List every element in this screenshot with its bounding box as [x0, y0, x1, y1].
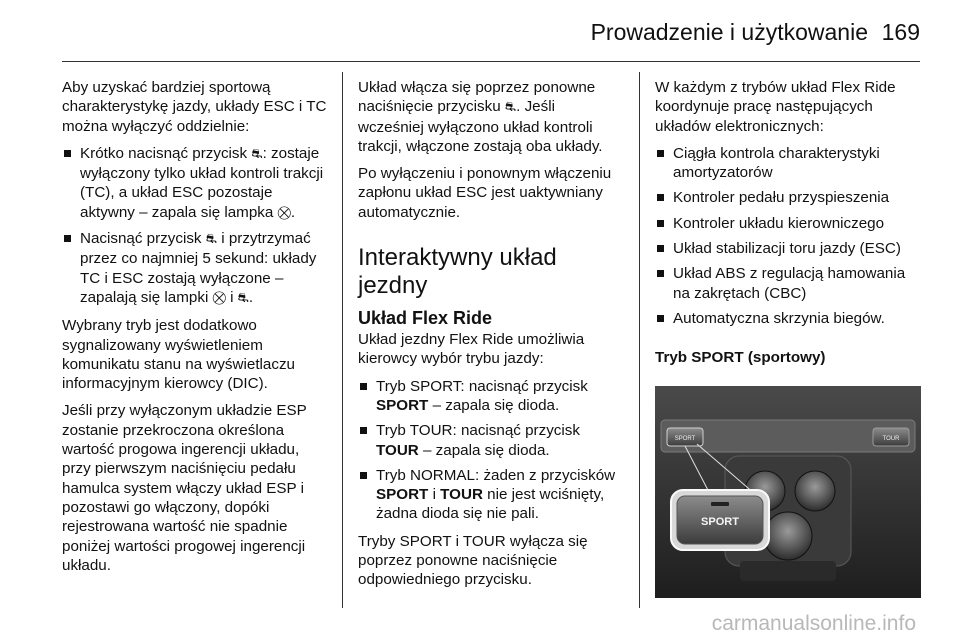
list-item: Tryb NORMAL: żaden z przycisków SPORT i TOUR nie jest wciśnięty, żadna dioda się nie pali. [358, 466, 624, 524]
column-divider-2 [639, 72, 640, 608]
sport-mode-heading: Tryb SPORT (sportowy) [655, 349, 826, 367]
list-item: Tryb SPORT: nacisnąć przycisk SPORT – zapala się dioda. [358, 377, 624, 416]
bullet-square-icon [360, 472, 367, 479]
bullet-square-icon [657, 270, 664, 277]
tc-off-lamp-icon: ⛒ [277, 205, 291, 221]
page-number: 169 [881, 19, 920, 45]
watermark: carmanualsonline.info [711, 612, 916, 635]
list-item: Ciągła kontrola charakterystyki amortyzatorów [655, 144, 921, 183]
button-instructions-list [62, 144, 328, 308]
sport-button-zoomed: SPORT [701, 515, 739, 528]
bullet-square-icon [657, 194, 664, 201]
systems-intro: W każdym z trybów układ Flex Ride koordynuje pracę następujących układów elektronicznych: [655, 79, 896, 135]
bullet-square-icon [657, 315, 664, 322]
systems-list [655, 144, 921, 328]
column-3 [655, 78, 921, 598]
intro-paragraph: Aby uzyskać bardziej sportową charakterystykę jazdy, układy ESC i TC można wyłączyć oddzielnie: [62, 79, 327, 135]
mode-list [358, 377, 624, 524]
list-item: Układ ABS z regulacją hamowania na zakrętach (CBC) [655, 264, 921, 303]
bullet-square-icon [657, 220, 664, 227]
bullet-square-icon [657, 245, 664, 252]
esc-off-lamp-icon: ⛐ [237, 290, 249, 306]
tour-button-small: TOUR [882, 435, 900, 442]
list-item: Nacisnąć przycisk ⛐ i przytrzymać przez co najmniej 5 sekund: układy TC i ESC zostają wyłączone – zapalają się lampki ⛒ i ⛐. [62, 229, 328, 308]
traction-control-icon: ⛐ [251, 146, 263, 162]
dic-paragraph: Wybrany tryb jest dodatkowo sygnalizowany wyświetleniem komunikatu stanu na wyświetlaczu informacyjnym kierowcy (DIC). [62, 317, 295, 393]
bullet-square-icon [360, 427, 367, 434]
list-item: Automatyczna skrzynia biegów. [655, 309, 921, 328]
ignition-paragraph: Po wyłączeniu i ponownym włączeniu zapłonu układ ESC jest uaktywniany automatycznie. [358, 165, 612, 221]
list-item: Układ stabilizacji toru jazdy (ESC) [655, 239, 921, 258]
list-item: Tryb TOUR: nacisnąć przycisk TOUR – zapala się dioda. [358, 421, 624, 460]
header-title: Prowadzenie i użytkowanie [590, 19, 868, 45]
bullet-square-icon [360, 383, 367, 390]
section-heading: Interaktywny układ jezdny [358, 244, 557, 300]
bullet-square-icon [657, 150, 664, 157]
subsection-heading: Układ Flex Ride [358, 308, 493, 329]
bullet-square-icon [64, 235, 71, 242]
traction-control-icon: ⛐ [205, 232, 217, 248]
list-item: Krótko nacisnąć przycisk ⛐: zostaje wyłączony tylko układ kontroli trakcji (TC), a układ ESC pozostaje aktywny – zapala się lampka ⛒. [62, 144, 328, 223]
traction-control-icon: ⛐ [504, 100, 517, 116]
tc-off-lamp-icon: ⛒ [212, 290, 226, 306]
console-illustration [655, 386, 921, 598]
bullet-square-icon [64, 150, 71, 157]
column-2 [358, 78, 624, 598]
list-item: Kontroler pedału przyspieszenia [655, 188, 921, 207]
column-1 [62, 78, 328, 583]
esp-threshold-paragraph: Jeśli przy wyłączonym układzie ESP zostanie przekroczona określona wartość progowa ingerencji układu, przy pierwszym naciśnięciu pedału hamulca system włączy układ ESP i pozostawi go włączony, dopóki rejestrowana wartość nie spadnie poniżej wartości progowej ingerencji układu. [62, 402, 307, 574]
page-header [0, 0, 960, 62]
header-divider [62, 61, 920, 62]
list-item: Kontroler układu kierowniczego [655, 214, 921, 233]
mode-off-paragraph: Tryby SPORT i TOUR wyłącza się poprzez ponowne naciśnięcie odpowiedniego przycisku. [358, 532, 588, 589]
reactivation-paragraph: Układ włącza się poprzez ponowne naciśnięcie przycisku ⛐. Jeśli wcześniej wyłączono układ kontroli trakcji, włączone zostają oba układy. [358, 79, 603, 155]
flexride-intro: Układ jezdny Flex Ride umożliwia kierowcy wybór trybu jazdy: [358, 331, 585, 368]
sport-button-small: SPORT [674, 435, 696, 442]
column-divider-1 [342, 72, 343, 608]
console-photo [655, 386, 921, 598]
